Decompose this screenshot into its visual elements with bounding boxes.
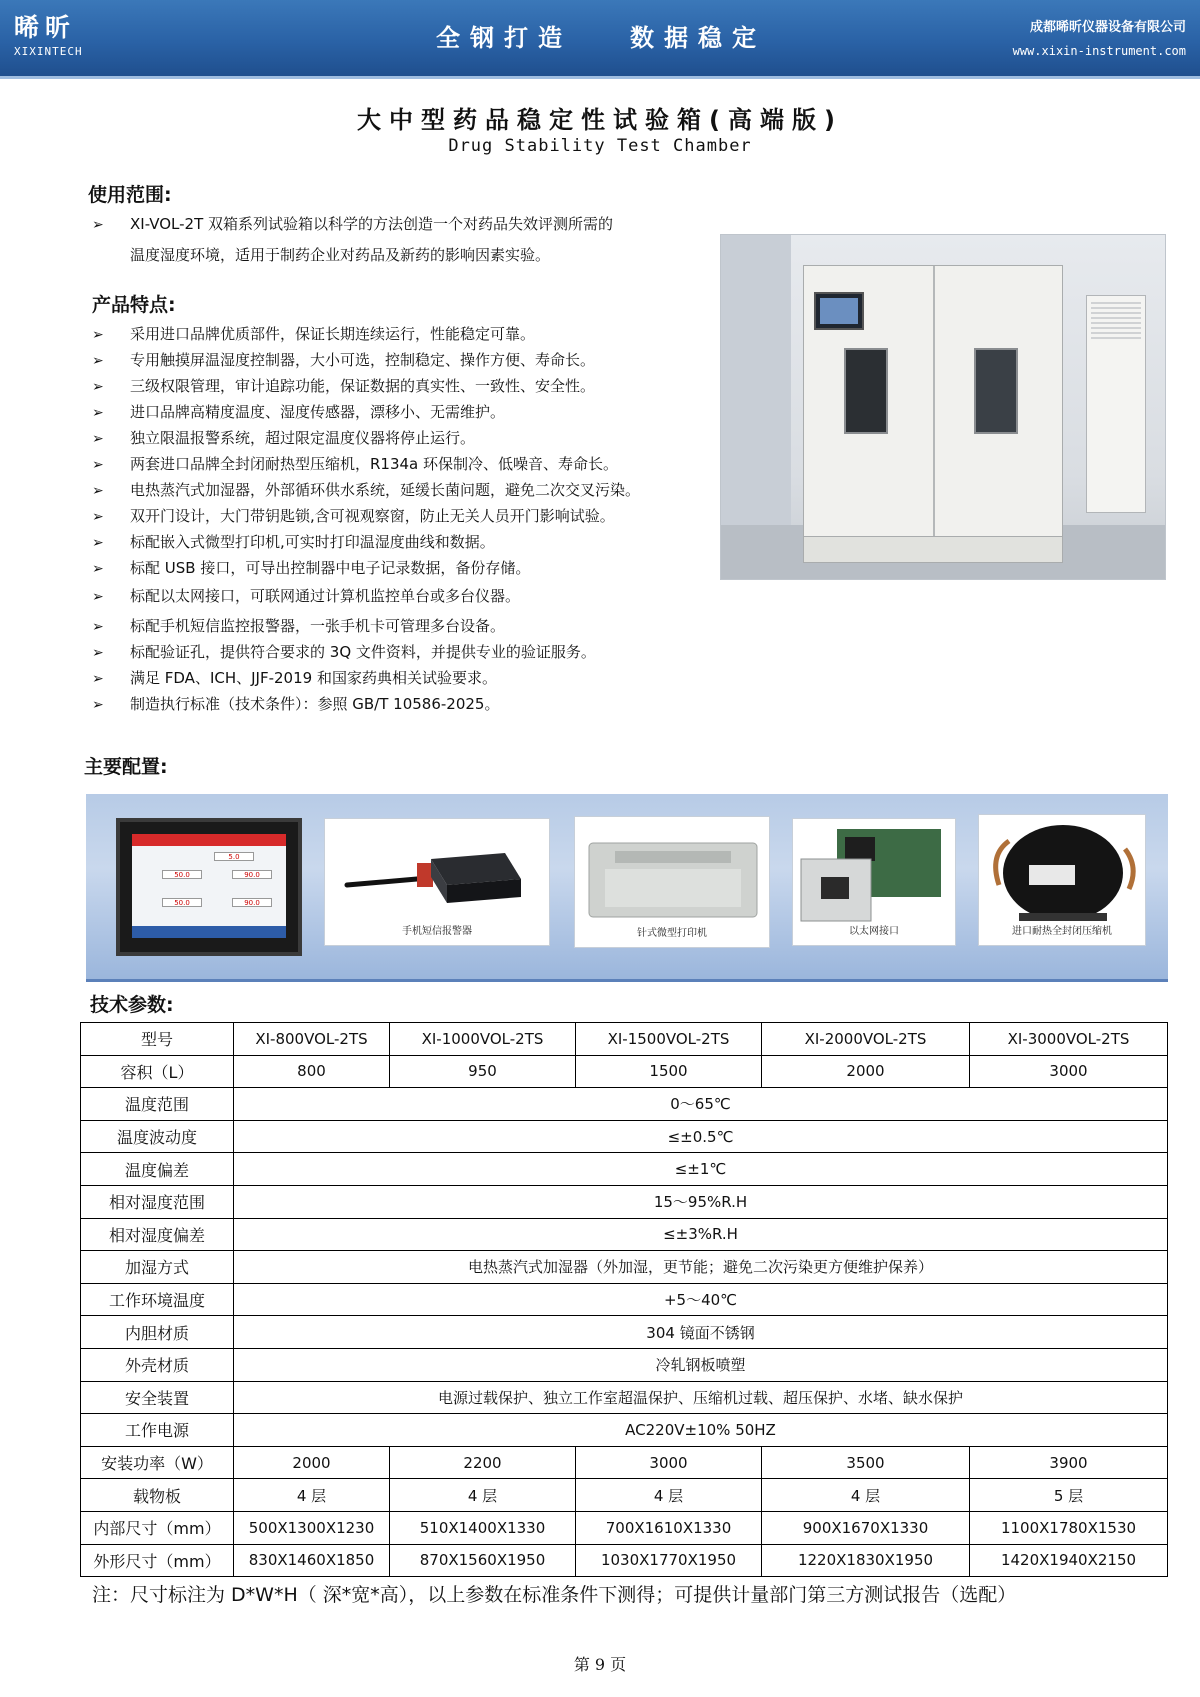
air-conditioner	[1086, 295, 1146, 513]
company-name: 成都晞昕仪器设备有限公司	[1029, 20, 1186, 35]
table-row: 工作电源 AC220V±10% 50HZ	[81, 1414, 1168, 1447]
table-row: 型号 XI-800VOL-2TS XI-1000VOL-2TS XI-1500VOL-2TS XI-2000VOL-2TS XI-3000VOL-2TS	[81, 1023, 1168, 1056]
header-divider	[0, 76, 1200, 79]
table-row: 温度波动度 ≤±0.5℃	[81, 1120, 1168, 1153]
bullet-arrow-icon: ➢	[92, 589, 104, 605]
feature-item: ➢ 三级权限管理，审计追踪功能，保证数据的真实性、一致性、安全性。	[92, 377, 596, 395]
product-photo	[720, 234, 1166, 580]
bullet-arrow-icon: ➢	[92, 535, 104, 551]
table-row: 安全装置 电源过载保护、独立工作室超温保护、压缩机过载、超压保护、水堵、缺水保护	[81, 1381, 1168, 1414]
sms-alarm-image	[324, 818, 550, 946]
table-row: 加湿方式 电热蒸汽式加湿器（外加湿，更节能；避免二次污染更方便维护保养）	[81, 1251, 1168, 1284]
touchscreen-controller-image: 5.0 50.0 90.0 50.0 90.0	[116, 818, 302, 956]
bullet-arrow-icon: ➢	[92, 217, 104, 233]
bullet-arrow-icon: ➢	[92, 405, 104, 421]
table-row: 载物板 4 层 4 层 4 层 4 层 5 层	[81, 1479, 1168, 1512]
table-row: 相对湿度偏差 ≤±3%R.H	[81, 1218, 1168, 1251]
bullet-arrow-icon: ➢	[92, 379, 104, 395]
slogan-1: 全钢打造	[436, 24, 572, 52]
feature-item: ➢ 双开门设计，大门带钥匙锁,含可视观察窗，防止无关人员开门影响试验。	[92, 507, 615, 525]
page-header	[0, 0, 1200, 76]
table-row: 内部尺寸（mm） 500X1300X1230 510X1400X1330 700X1610X1330 900X1670X1330 1100X1780X1530	[81, 1511, 1168, 1544]
specs-heading: 技术参数:	[90, 994, 174, 1016]
viewing-window-left	[844, 348, 888, 434]
scope-text-cont: 温度湿度环境，适用于制药企业对药品及新药的影响因素实验。	[130, 246, 551, 264]
brand-name-cn: 晞昕	[14, 13, 77, 42]
bullet-arrow-icon: ➢	[92, 327, 104, 343]
bullet-arrow-icon: ➢	[92, 509, 104, 525]
feature-item: ➢ 电热蒸汽式加湿器，外部循环供水系统，延缓长菌问题，避免二次交叉污染。	[92, 481, 641, 499]
chamber-cabinet	[803, 265, 1063, 563]
feature-item: ➢ 专用触摸屏温湿度控制器，大小可选，控制稳定、操作方便、寿命长。	[92, 351, 596, 369]
brand-name-en: XIXINTECH	[14, 45, 83, 58]
table-row: 外壳材质 冷轧钢板喷塑	[81, 1348, 1168, 1381]
bullet-arrow-icon: ➢	[92, 457, 104, 473]
feature-item: ➢ 制造执行标准（技术条件）：参照 GB/T 10586-2025。	[92, 695, 500, 713]
specs-table	[80, 1022, 1168, 1577]
bullet-arrow-icon: ➢	[92, 645, 104, 661]
printer-image	[574, 816, 770, 948]
feature-item: ➢ 两套进口品牌全封闭耐热型压缩机，R134a 环保制冷、低噪音、寿命长。	[92, 455, 619, 473]
feature-item: ➢ 标配 USB 接口，可导出控制器中电子记录数据，备份存储。	[92, 559, 531, 577]
ethernet-caption: 以太网接口	[849, 926, 899, 937]
feature-item: ➢ 标配手机短信监控报警器，一张手机卡可管理多台设备。	[92, 617, 506, 635]
slogan-2: 数据稳定	[630, 24, 766, 52]
page-number: 第 9 页	[573, 1655, 627, 1674]
table-row: 容积（L） 800 950 1500 2000 3000	[81, 1055, 1168, 1088]
feature-item: ➢ 标配验证孔，提供符合要求的 3Q 文件资料，并提供专业的验证服务。	[92, 643, 596, 661]
table-row: 温度偏差 ≤±1℃	[81, 1153, 1168, 1186]
feature-item: ➢ 采用进口品牌优质部件，保证长期连续运行，性能稳定可靠。	[92, 325, 536, 343]
feature-item: ➢ 标配嵌入式微型打印机,可实时打印温湿度曲线和数据。	[92, 533, 495, 551]
sms-alarm-caption: 手机短信报警器	[402, 926, 472, 937]
feature-item: ➢ 进口品牌高精度温度、湿度传感器，漂移小、无需维护。	[92, 403, 506, 421]
product-title-cn: 大中型药品稳定性试验箱(高端版)	[357, 106, 843, 134]
bullet-arrow-icon: ➢	[92, 353, 104, 369]
product-title-en: Drug Stability Test Chamber	[448, 136, 752, 156]
scope-text: ➢ XI-VOL-2T 双箱系列试验箱以科学的方法创造一个对药品失效评测所需的	[92, 215, 614, 233]
bullet-arrow-icon: ➢	[92, 671, 104, 687]
feature-item: ➢ 标配以太网接口，可联网通过计算机监控单台或多台仪器。	[92, 587, 521, 605]
compressor-caption: 进口耐热全封闭压缩机	[1012, 926, 1112, 937]
compressor-image	[978, 814, 1146, 946]
feature-item: ➢ 独立限温报警系统，超过限定温度仪器将停止运行。	[92, 429, 476, 447]
bullet-arrow-icon: ➢	[92, 561, 104, 577]
viewing-window-right	[974, 348, 1018, 434]
config-heading: 主要配置:	[84, 756, 168, 778]
footnote: 注：尺寸标注为 D*W*H（ 深*宽*高），以上参数在标准条件下测得；可提供计量部门第三方测试报告（选配）	[92, 1584, 1017, 1606]
table-row: 相对湿度范围 15～95%R.H	[81, 1185, 1168, 1218]
bullet-arrow-icon: ➢	[92, 431, 104, 447]
table-row: 安装功率（W） 2000 2200 3000 3500 3900	[81, 1446, 1168, 1479]
printer-caption: 针式微型打印机	[637, 928, 707, 939]
table-row: 外形尺寸（mm） 830X1460X1850 870X1560X1950 1030X1770X1950 1220X1830X1950 1420X1940X2150	[81, 1544, 1168, 1577]
scope-heading: 使用范围:	[88, 184, 172, 206]
bullet-arrow-icon: ➢	[92, 619, 104, 635]
features-heading: 产品特点:	[92, 294, 176, 316]
feature-item: ➢ 满足 FDA、ICH、JJF-2019 和国家药典相关试验要求。	[92, 669, 497, 687]
touchscreen-icon	[814, 292, 864, 330]
table-row: 温度范围 0～65℃	[81, 1088, 1168, 1121]
website-link[interactable]: www.xixin-instrument.com	[1012, 44, 1186, 58]
table-row: 内胆材质 304 镜面不锈钢	[81, 1316, 1168, 1349]
ethernet-image	[792, 818, 956, 946]
bullet-arrow-icon: ➢	[92, 697, 104, 713]
table-row: 工作环境温度 +5～40℃	[81, 1283, 1168, 1316]
bullet-arrow-icon: ➢	[92, 483, 104, 499]
